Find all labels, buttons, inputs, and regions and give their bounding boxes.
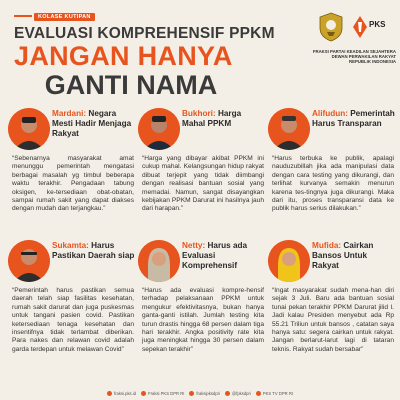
avatar bbox=[8, 240, 50, 282]
avatar bbox=[138, 240, 180, 282]
quote-headline bbox=[182, 109, 266, 129]
subtitle: EVALUASI KOMPREHENSIF PPKM bbox=[14, 25, 275, 42]
quote-headline bbox=[312, 109, 396, 129]
quote-text: “Harus terbuka ke publik, apalagi nauduzubillah jika ada manipulasi data dengan cara testing yang dikurangi, dan terlihat kurvanya semakin menurun karena tes-tingnya juga dikurangi. Maka dari itu, proses transparansi data ke publik harus serius dilakukan.” bbox=[272, 155, 394, 213]
dpr-seal-icon bbox=[318, 12, 344, 42]
footer-item-twitter[interactable] bbox=[225, 391, 251, 396]
avatar bbox=[268, 240, 310, 282]
footer-label: Fraksi PKS DPR RI bbox=[148, 390, 185, 396]
headline-text: Harus Pastikan Daerah siap bbox=[52, 241, 135, 260]
avatar bbox=[8, 108, 50, 150]
speaker-name: Mufida: bbox=[312, 241, 342, 250]
youtube-icon bbox=[256, 391, 261, 396]
social-footer bbox=[0, 386, 400, 400]
footer-item-youtube[interactable] bbox=[256, 391, 293, 396]
speaker-name: Netty: bbox=[182, 241, 206, 250]
footer-item-facebook[interactable] bbox=[141, 391, 184, 396]
speaker-name: Mardani: bbox=[52, 109, 87, 118]
headline-text: Harus ada Evaluasi Komprehensif bbox=[182, 241, 248, 270]
footer-item-instagram[interactable] bbox=[189, 391, 220, 396]
twitter-icon bbox=[225, 391, 230, 396]
quote-text: “Sebenarnya masyarakat amat menunggu pemerintah mengatasi berbagai masalah yg timbul beberapa waktu terakhir. Pengadaan tabung oksigen, ke-tersediaan obat-obatan, sampai rumah sakit yang dapat diakses dengan mudah dan terjangkau.” bbox=[12, 155, 134, 213]
faction-line-1: FRAKSI PARTAI KEADILAN SEJAHTERA bbox=[312, 49, 396, 54]
headline-text: Harga Mahal PPKM bbox=[182, 109, 242, 128]
footer-item-website[interactable] bbox=[107, 391, 136, 396]
collage-tag: KOLASE KUTIPAN bbox=[34, 13, 95, 21]
footer-label: PKS TV DPR RI bbox=[262, 390, 294, 396]
quote-headline bbox=[182, 241, 266, 271]
faction-line-3: REPUBLIK INDONESIA bbox=[348, 59, 396, 65]
title-line-1: JANGAN HANYA bbox=[14, 41, 233, 71]
facebook-icon bbox=[141, 391, 146, 396]
quote-text: “Harus ada evaluasi kompre-hensif terhadap pelaksanaan PPKM untuk mengukur efektivitasnya, bukan hanya ganta-ganti istilah. Jumlah testing kita turun drastis hingga 68 persen dalam tiga hari terakhir. Angka positivity rate kita juga meningkat hingga 30 persen dalam sepekan terakhir” bbox=[142, 287, 264, 353]
footer-label: fraksipksdpri bbox=[196, 390, 220, 396]
headline-text: Cairkan Bansos Untuk Rakyat bbox=[312, 241, 374, 270]
instagram-icon bbox=[189, 391, 194, 396]
quote-text: “Harga yang dibayar akibat PPKM ini cukup mahal. Kelangsungan hidup rakyat dibuat terjepit yang tidak diimbangi dengan realisasi bantuan sosial yang memadai. Namun, sangat disayangkan kebijakan PPKM Darurat ini hasilnya jauh dari harapan.” bbox=[142, 155, 264, 213]
speaker-name: Sukamta: bbox=[52, 241, 89, 250]
quote-headline bbox=[52, 241, 136, 261]
quote-text: “Pemerintah harus pastikan semua daerah telah siap fasilitas kesehatan, rumah sakit darurat dan juga puskesmas untuk tangani pasien covid. Pastikan ketersediaan tenaga kesehatan dan insentifnya tidak terlambat diberikan. Para nakes dan relawan covid adalah garda terdepan untuk melawan Covid” bbox=[12, 287, 134, 353]
speaker-name: Alifudun: bbox=[312, 109, 348, 118]
faction-line-2: DEWAN PERWAKILAN RAKYAT bbox=[331, 54, 396, 60]
quote-headline bbox=[52, 109, 136, 139]
avatar bbox=[268, 108, 310, 150]
footer-label: @fpksdpri bbox=[231, 390, 251, 396]
title-line-2: GANTI NAMA bbox=[44, 70, 218, 100]
avatar bbox=[138, 108, 180, 150]
party-logo-text: PKS bbox=[369, 20, 386, 29]
headline-text: Negara Mesti Hadir Menjaga Rakyat bbox=[52, 109, 132, 138]
headline-text: Pemerintah Harus Transparan bbox=[312, 109, 395, 128]
quote-headline bbox=[312, 241, 396, 271]
quote-text: “Ingat masyarakat sudah mena-han diri sejak 3 Juli. Baru ada bantuan sosial tunai pekan terakhir PPKM Darurat jilid I. Jadi kalau Presiden menyebut ada Rp 55.21 Triliun untuk bansos , catatan saya hanya satu: segera cairkan untuk rakyat. Jangan berlarut-larut lagi di tataran teknis. Rakyat sudah bersabar” bbox=[272, 287, 394, 353]
faction-label bbox=[296, 49, 396, 65]
footer-label: fraksi.pks.id bbox=[113, 390, 137, 396]
tag-accent-bar bbox=[14, 15, 32, 17]
speaker-name: Bukhori: bbox=[182, 109, 216, 118]
globe-icon bbox=[107, 391, 112, 396]
